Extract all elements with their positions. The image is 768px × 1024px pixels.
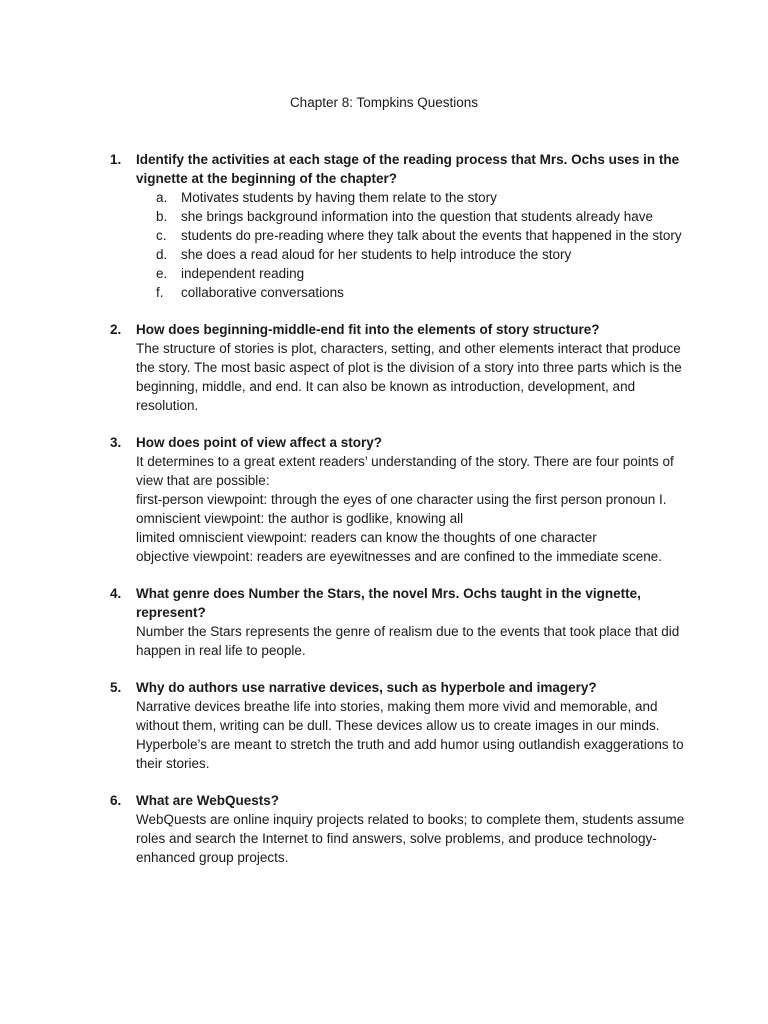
question-item-6: [110, 791, 690, 867]
question-number: 3.: [110, 435, 122, 450]
question-text: How does point of view affect a story?: [136, 435, 383, 450]
answer-text: first-person viewpoint: through the eyes of one character using the first person pronoun I.: [136, 492, 667, 507]
sub-item: [136, 188, 690, 207]
sub-item-letter: c.: [156, 228, 167, 243]
question-text: Why do authors use narrative devices, such as hyperbole and imagery?: [136, 680, 597, 695]
sub-item-text: independent reading: [181, 266, 305, 281]
question-number: 4.: [110, 586, 122, 601]
question-item-4: [110, 584, 690, 660]
sub-item: [136, 264, 690, 283]
sub-item-text: she brings background information into the question that students already have: [181, 209, 654, 224]
answer-text: limited omniscient viewpoint: readers can know the thoughts of one character: [136, 530, 597, 545]
answer-text: The structure of stories is plot, characters, setting, and other elements interact that produce the story. The most basic aspect of plot is the division of a story into three parts which is the beginning, middle, and end. It can also be known as introduction, development, and resolution.: [136, 341, 682, 413]
sub-item: [136, 283, 690, 302]
question-item-2: [110, 320, 690, 415]
answer-text: objective viewpoint: readers are eyewitnesses and are confined to the immediate scene.: [136, 549, 663, 564]
sub-item-text: collaborative conversations: [181, 285, 344, 300]
question-text: What are WebQuests?: [136, 793, 280, 808]
question-text: How does beginning-middle-end fit into the elements of story structure?: [136, 322, 600, 337]
question-number: 1.: [110, 152, 122, 167]
answer-text: It determines to a great extent readers’ understanding of the story. There are four points of view that are possible:: [136, 454, 674, 488]
question-list: [110, 150, 690, 885]
sub-item-letter: d.: [156, 247, 168, 262]
answer-sub-list: [136, 188, 690, 302]
sub-item-text: she does a read aloud for her students to help introduce the story: [181, 247, 572, 262]
sub-item-letter: f.: [156, 285, 164, 300]
answer-text: Number the Stars represents the genre of realism due to the events that took place that did happen in real life to people.: [136, 624, 680, 658]
answer-text: WebQuests are online inquiry projects related to books; to complete them, students assume roles and search the Internet to find answers, solve problems, and produce technology-enhanced group projects.: [136, 812, 685, 865]
sub-item-letter: e.: [156, 266, 168, 281]
sub-item-letter: b.: [156, 209, 168, 224]
sub-item-letter: a.: [156, 190, 168, 205]
sub-item-text: Motivates students by having them relate to the story: [181, 190, 497, 205]
sub-item: [136, 226, 690, 245]
document-title: Chapter 8: Tompkins Questions: [289, 95, 479, 110]
answer-text: omniscient viewpoint: the author is godlike, knowing all: [136, 511, 464, 526]
answer-text: Narrative devices breathe life into stories, making them more vivid and memorable, and without them, writing can be dull. These devices allow us to create images in our minds. Hyperbole’s are meant to stretch the truth and add humor using outlandish exaggerations to their stories.: [136, 699, 684, 771]
question-number: 2.: [110, 322, 122, 337]
question-text: Identify the activities at each stage of the reading process that Mrs. Ochs uses in the vignette at the beginning of the chapter?: [136, 152, 680, 186]
sub-item: [136, 207, 690, 226]
sub-item-text: students do pre-reading where they talk about the events that happened in the story: [181, 228, 682, 243]
question-item-5: [110, 678, 690, 773]
question-item-3: [110, 433, 690, 566]
question-text: What genre does Number the Stars, the novel Mrs. Ochs taught in the vignette, represent?: [136, 586, 641, 620]
question-number: 6.: [110, 793, 122, 808]
question-item-1: [110, 150, 690, 302]
question-number: 5.: [110, 680, 122, 695]
sub-item: [136, 245, 690, 264]
